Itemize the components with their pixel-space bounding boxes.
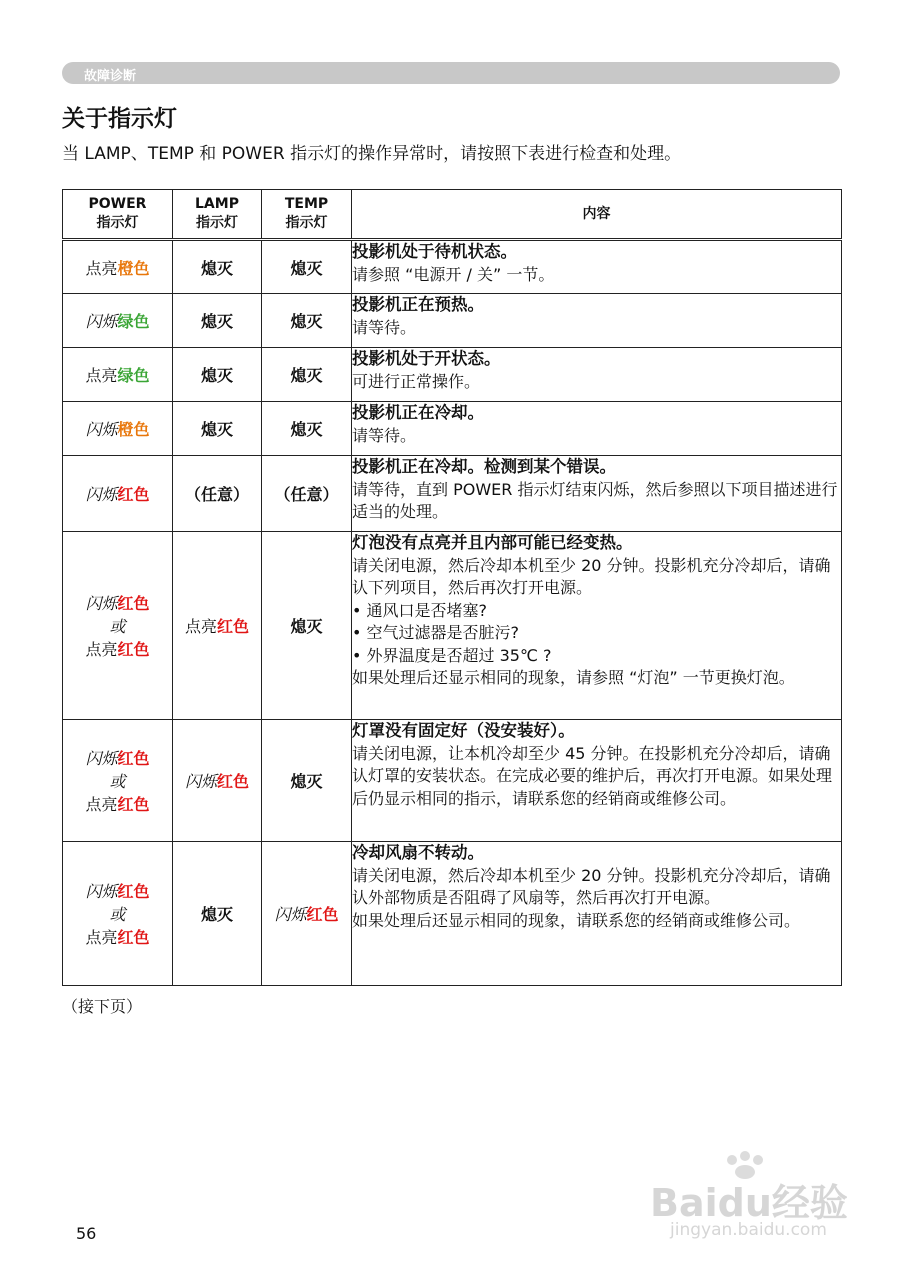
row-description: 投影机正在冷却。 请等待。 [352,402,842,456]
header-power: POWER 指示灯 [63,190,173,240]
table-row [63,402,842,456]
lamp-indicator: 熄灭 [173,402,262,456]
header-lamp: LAMP 指示灯 [173,190,262,240]
row-description: 冷却风扇不转动。 请关闭电源，然后冷却本机至少 20 分钟。投影机充分冷却后，请确认外部物质是否阻碍了风扇等，然后再次打开电源。 如果处理后还显示相同的现象，请联系您的经销商或维修公司。 [352,842,842,986]
row-description: 灯泡没有点亮并且内部可能已经变热。 请关闭电源，然后冷却本机至少 20 分钟。投影机充分冷却后，请确认下列项目，然后再次打开电源。 • 通风口是否堵塞? • 空气过滤器是否脏污? • 外界温度是否超过 35℃ ? 如果处理后还显示相同的现象，请参照 “灯泡” 一节更换灯泡。 [352,532,842,720]
lamp-indicator: 熄灭 [173,240,262,294]
power-indicator: 闪烁红色 或 点亮红色 [63,842,173,986]
section-header-bar [62,62,840,84]
table-row [63,720,842,842]
table-header-row [63,190,842,240]
power-indicator: 闪烁红色 或 点亮红色 [63,720,173,842]
list-item: • 通风口是否堵塞? [352,600,488,620]
header-temp: TEMP 指示灯 [262,190,352,240]
power-indicator: 闪烁红色 或 点亮红色 [63,532,173,720]
temp-indicator: 熄灭 [262,402,352,456]
lamp-indicator: （任意） [173,456,262,532]
row-description: 投影机处于开状态。 可进行正常操作。 [352,348,842,402]
lamp-indicator: 熄灭 [173,348,262,402]
header-content: 内容 [352,190,842,240]
temp-indicator: 熄灭 [262,294,352,348]
power-indicator: 闪烁橙色 [63,402,173,456]
lamp-indicator: 点亮红色 [173,532,262,720]
lamp-indicator: 闪烁红色 [173,720,262,842]
watermark-url: jingyan.baidu.com [670,1220,827,1240]
table-row [63,456,842,532]
temp-indicator: 熄灭 [262,348,352,402]
list-item: • 空气过滤器是否脏污? [352,623,520,642]
row-description: 投影机正在冷却。检测到某个错误。 请等待，直到 POWER 指示灯结束闪烁，然后参照以下项目描述进行适当的处理。 [352,456,842,532]
power-indicator: 闪烁绿色 [63,294,173,348]
temp-indicator: 熄灭 [262,720,352,842]
temp-indicator: （任意） [262,456,352,532]
intro-text: 当 LAMP、TEMP 和 POWER 指示灯的操作异常时，请按照下表进行检查和处理。 [62,144,682,164]
watermark [640,1150,860,1250]
power-indicator: 闪烁红色 [63,456,173,532]
list-item: • 外界温度是否超过 35℃ ? [352,645,552,665]
page-number: 56 [76,1224,97,1243]
table-row [63,294,842,348]
table-row [63,532,842,720]
lamp-indicator: 熄灭 [173,294,262,348]
lamp-indicator: 熄灭 [173,842,262,986]
temp-indicator: 熄灭 [262,532,352,720]
section-label: 故障诊断 [84,69,137,84]
row-description: 投影机正在预热。 请等待。 [352,294,842,348]
table-row [63,842,842,986]
table-row [63,348,842,402]
power-indicator: 点亮绿色 [63,348,173,402]
page-title: 关于指示灯 [62,106,177,132]
watermark-brand: Baidu经验 [650,1181,848,1225]
indicator-table [62,189,842,986]
power-indicator: 点亮橙色 [63,240,173,294]
table-row [63,240,842,294]
row-description: 灯罩没有固定好（没安装好）。 请关闭电源，让本机冷却至少 45 分钟。在投影机充分冷却后，请确认灯罩的安装状态。在完成必要的维护后，再次打开电源。如果处理后仍显示相同的指示，请联系您的经销商或维修公司。 [352,720,842,842]
temp-indicator: 闪烁红色 [262,842,352,986]
temp-indicator: 熄灭 [262,240,352,294]
row-description: 投影机处于待机状态。 请参照 “电源开 / 关” 一节。 [352,240,842,294]
continued-note: （接下页） [62,997,143,1016]
